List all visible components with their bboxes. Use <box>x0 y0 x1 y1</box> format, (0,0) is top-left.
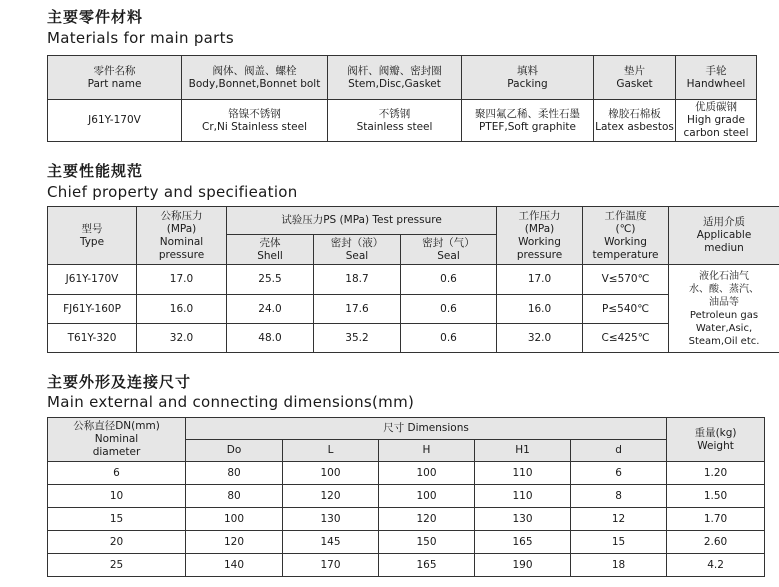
materials-header-cell: 垫片 Gasket <box>594 56 676 100</box>
dimensions-header-weight: 重量(kg) Weight <box>667 418 765 462</box>
property-header-test-pressure: 试验压力PS (MPa) Test pressure <box>227 207 497 235</box>
dimensions-cell: 20 <box>48 531 186 554</box>
dimensions-cell: 120 <box>186 531 283 554</box>
dimensions-cell: 1.50 <box>667 485 765 508</box>
property-cell: 24.0 <box>227 295 314 324</box>
dimensions-cell: 6 <box>48 462 186 485</box>
property-cell: 32.0 <box>137 324 227 353</box>
materials-cell: 橡胶石棉板 Latex asbestos <box>594 100 676 142</box>
dimensions-cell: 130 <box>475 508 571 531</box>
property-header-working: 工作压力 (MPa) Working pressure <box>497 207 583 265</box>
dimensions-cell: 8 <box>571 485 667 508</box>
property-cell: FJ61Y-160P <box>48 295 137 324</box>
materials-cell: 优质碳钢 High grade carbon steel <box>676 100 757 142</box>
materials-header-row <box>48 56 757 100</box>
dimensions-title-zh: 主要外形及连接尺寸 <box>47 373 192 391</box>
property-header-medium: 适用介质 Applicable mediun <box>669 207 779 265</box>
property-cell: 17.0 <box>137 265 227 295</box>
dimensions-cell: 18 <box>571 554 667 577</box>
dimensions-header-col: L <box>283 440 379 462</box>
dimensions-cell: 15 <box>571 531 667 554</box>
property-medium-cell: 液化石油气 水、酸、蒸汽、 油品等 Petroleun gas Water,Asic, Steam,Oil etc. <box>669 265 779 353</box>
dimensions-row <box>48 554 765 577</box>
dimensions-cell: 190 <box>475 554 571 577</box>
dimensions-header-col: Do <box>186 440 283 462</box>
dimensions-row <box>48 485 765 508</box>
property-header-nominal: 公称压力 (MPa) Nominal pressure <box>137 207 227 265</box>
dimensions-cell: 100 <box>379 462 475 485</box>
materials-data-row <box>48 100 757 142</box>
dimensions-cell: 110 <box>475 462 571 485</box>
property-cell: 0.6 <box>401 324 497 353</box>
dimensions-cell: 6 <box>571 462 667 485</box>
property-header-shell: 壳体 Shell <box>227 235 314 265</box>
dimensions-cell: 165 <box>379 554 475 577</box>
property-cell: 17.0 <box>497 265 583 295</box>
property-header-row <box>48 207 779 235</box>
materials-header-cell: 阀体、阀盖、螺栓 Body,Bonnet,Bonnet bolt <box>182 56 328 100</box>
property-header-seal-liquid: 密封（液） Seal <box>314 235 401 265</box>
materials-table <box>47 55 757 142</box>
dimensions-cell: 100 <box>283 462 379 485</box>
materials-title-en: Materials for main parts <box>47 29 234 47</box>
property-title-zh: 主要性能规范 <box>47 162 144 180</box>
dimensions-cell: 130 <box>283 508 379 531</box>
dimensions-row <box>48 531 765 554</box>
dimensions-cell: 120 <box>379 508 475 531</box>
dimensions-header-col: H1 <box>475 440 571 462</box>
property-cell: C≤425℃ <box>583 324 669 353</box>
dimensions-cell: 1.20 <box>667 462 765 485</box>
dimensions-cell: 2.60 <box>667 531 765 554</box>
dimensions-cell: 170 <box>283 554 379 577</box>
property-cell: P≤540℃ <box>583 295 669 324</box>
dimensions-title-en: Main external and connecting dimensions(mm) <box>47 393 415 411</box>
dimensions-cell: 10 <box>48 485 186 508</box>
dimensions-cell: 15 <box>48 508 186 531</box>
property-cell: 48.0 <box>227 324 314 353</box>
property-cell: J61Y-170V <box>48 265 137 295</box>
materials-header-cell: 阀杆、阀瓣、密封圈 Stem,Disc,Gasket <box>328 56 462 100</box>
property-header-temperature: 工作温度 (℃) Working temperature <box>583 207 669 265</box>
property-header-seal-gas: 密封（气） Seal <box>401 235 497 265</box>
property-cell: 17.6 <box>314 295 401 324</box>
dimensions-header-col: H <box>379 440 475 462</box>
property-row <box>48 265 779 295</box>
property-header-type: 型号 Type <box>48 207 137 265</box>
property-cell: V≤570℃ <box>583 265 669 295</box>
property-cell: 16.0 <box>137 295 227 324</box>
property-table <box>47 206 779 353</box>
property-title-en: Chief property and specifieation <box>47 183 298 201</box>
materials-header-cell: 手轮 Handwheel <box>676 56 757 100</box>
dimensions-cell: 120 <box>283 485 379 508</box>
dimensions-cell: 12 <box>571 508 667 531</box>
dimensions-table <box>47 417 765 577</box>
dimensions-cell: 100 <box>186 508 283 531</box>
dimensions-cell: 140 <box>186 554 283 577</box>
dimensions-cell: 100 <box>379 485 475 508</box>
property-cell: 35.2 <box>314 324 401 353</box>
materials-header-cell: 填料 Packing <box>462 56 594 100</box>
property-cell: 16.0 <box>497 295 583 324</box>
materials-cell: J61Y-170V <box>48 100 182 142</box>
dimensions-header-col: d <box>571 440 667 462</box>
dimensions-cell: 4.2 <box>667 554 765 577</box>
dimensions-header-dims: 尺寸 Dimensions <box>186 418 667 440</box>
materials-cell: 铬镍不锈钢 Cr,Ni Stainless steel <box>182 100 328 142</box>
dimensions-cell: 165 <box>475 531 571 554</box>
dimensions-cell: 1.70 <box>667 508 765 531</box>
property-cell: 25.5 <box>227 265 314 295</box>
dimensions-cell: 80 <box>186 462 283 485</box>
materials-cell: 不锈钢 Stainless steel <box>328 100 462 142</box>
property-cell: 0.6 <box>401 295 497 324</box>
dimensions-header-dn: 公称直径DN(mm) Nominal diameter <box>48 418 186 462</box>
dimensions-row <box>48 508 765 531</box>
materials-cell: 聚四氟乙稀、柔性石墨 PTEF,Soft graphite <box>462 100 594 142</box>
dimensions-cell: 110 <box>475 485 571 508</box>
dimensions-cell: 80 <box>186 485 283 508</box>
dimensions-header-row <box>48 418 765 440</box>
property-cell: 32.0 <box>497 324 583 353</box>
dimensions-row <box>48 462 765 485</box>
property-cell: T61Y-320 <box>48 324 137 353</box>
property-cell: 18.7 <box>314 265 401 295</box>
property-cell: 0.6 <box>401 265 497 295</box>
dimensions-cell: 145 <box>283 531 379 554</box>
dimensions-cell: 150 <box>379 531 475 554</box>
materials-title-zh: 主要零件材料 <box>47 8 144 26</box>
materials-header-cell: 零件名称 Part name <box>48 56 182 100</box>
dimensions-cell: 25 <box>48 554 186 577</box>
